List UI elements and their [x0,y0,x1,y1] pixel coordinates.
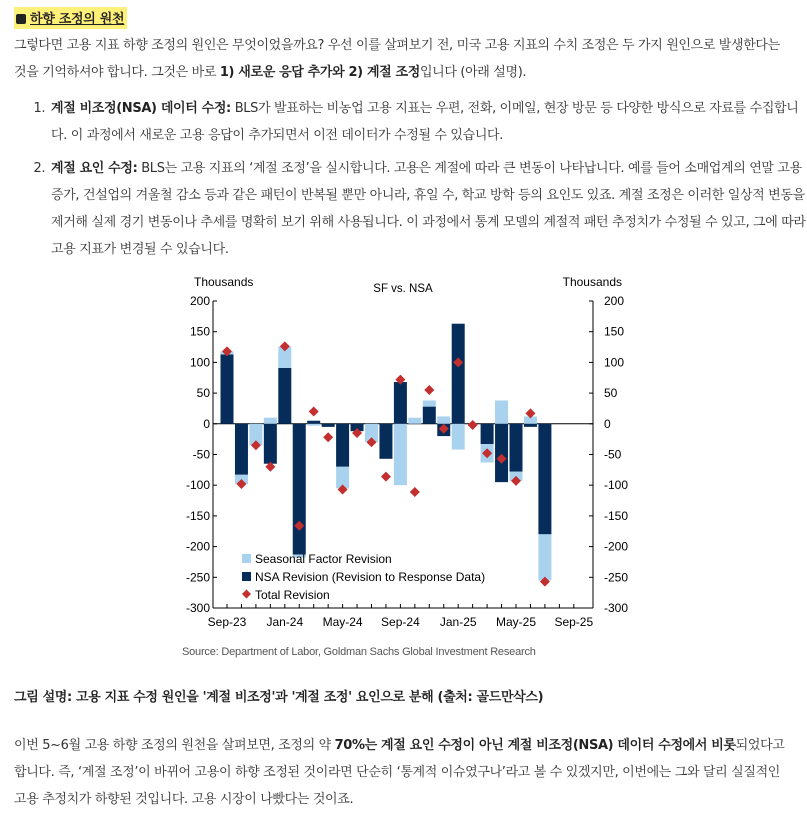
bar-seasonal-factor-revision [264,418,277,424]
y-tick-label-left: 0 [203,416,210,431]
figure-caption: 그림 설명: 고용 지표 수정 원인을 '계절 비조정'과 '계절 조정' 요인으로 분해 (출처: 골드만삭스) [14,690,544,705]
legend-swatch-seasonal [242,554,251,563]
list-item [49,155,807,263]
bar-nsa-revision [481,424,494,444]
bar-nsa-revision [235,424,248,475]
bar-seasonal-factor-revision [495,400,508,423]
x-tick-label: Sep-23 [207,615,247,629]
y-tick-label-left: 50 [196,386,210,401]
y-tick-label-left: -50 [192,447,210,462]
y-tick-label-left: -200 [185,539,210,554]
cause-text: BLS가 발표하는 비농업 고용 지표는 우편, 전화, 이메일, 현장 방문 등 다양한 방식으로 자료를 수집합니다. 이 과정에서 새로운 고용 응답이 추가되면서 이전 데이터가 수정될 수 있습니다. [51,101,799,143]
legend-label-seasonal: Seasonal Factor Revision [255,552,392,566]
intro-paragraph [14,32,794,86]
y-tick-label-right: 100 [604,355,625,370]
bar-seasonal-factor-revision [307,424,320,426]
bar-nsa-revision [538,424,551,535]
y-tick-label-right: -250 [604,570,629,585]
bar-nsa-revision [379,424,392,459]
y-tick-label-left: 100 [189,355,210,370]
x-tick-label: Jan-24 [266,615,304,629]
bar-seasonal-factor-revision [394,424,407,485]
y-tick-label-right: -100 [604,478,629,493]
bar-seasonal-factor-revision [408,418,421,424]
bar-nsa-revision [423,407,436,424]
bar-seasonal-factor-revision [423,400,436,406]
bar-nsa-revision [221,354,234,423]
y-tick-label-right: 50 [604,386,618,401]
x-tick-label: Jan-25 [439,615,477,629]
y-tick-label-right: -300 [604,601,629,615]
x-tick-label: Sep-25 [554,615,594,629]
bar-nsa-revision [510,424,523,472]
y-tick-label-left: -100 [185,478,210,493]
list-item [49,95,807,149]
bar-nsa-revision [524,424,537,427]
bar-nsa-revision [452,324,465,424]
y-tick-label-right: 0 [604,416,611,431]
bar-seasonal-factor-revision [538,534,551,580]
section-heading [14,7,127,29]
revision-chart [182,265,633,640]
chart-title: SF vs. NSA [373,283,433,295]
cause-text: BLS는 고용 지표의 ‘계절 조정’을 실시합니다. 고용은 계절에 따라 큰 변동이 나타납니다. 예를 들어 소매업계의 연말 고용 증가, 건설업의 겨울철 감소 등과 같은 패턴이 반복될 뿐만 아니라, 휴일 수, 학교 방학 등의 요인도 있죠. 계절 조정은 이러한 일상적 변동을 제거해 실제 경기 변동이나 추세를 명확히 보기 위해 사용됩니다. 이 과정에서 통계 모델의 계절적 패턴 추정치가 수정될 수 있고, 그에 따라 고용 지표가 변경될 수 있습니다. [51,161,806,257]
black-square-icon [16,14,26,24]
conclusion-text: 이번 5~6월 고용 하향 조정의 원천을 살펴보면, 조정의 약 [14,738,335,753]
bar-nsa-revision [264,424,277,464]
bar-nsa-revision [278,368,291,424]
bar-nsa-revision [336,424,349,467]
bar-nsa-revision [394,382,407,424]
causes-list [30,95,807,269]
legend-swatch-nsa [242,572,251,581]
conclusion-paragraph [14,732,794,813]
conclusion-text-end: 되었다고 합니다. 즉, ‘계절 조정’이 바뀌어 고용이 하향 조정된 것이라면 단순히 ‘통계적 이슈였구나’라고 볼 수 있겠지만, 이번에는 그와 달리 실질적인 고용 추정치가 하향된 것입니다. 고용 시장이 나빴다는 것이죠. [14,738,785,807]
y-tick-label-right: -150 [604,508,629,523]
y-axis-right-title: Thousands [562,275,622,289]
intro-bold-text: 1) 새로운 응답 추가와 2) 계절 조정 [219,65,420,80]
bar-nsa-revision [495,424,508,482]
conclusion-bold-text: 70%는 계절 요인 수정이 아닌 계절 비조정(NSA) 데이터 수정에서 비롯 [334,738,736,753]
bar-seasonal-factor-revision [437,416,450,423]
cause-term: 계절 요인 수정: [51,161,138,176]
chart-svg [182,265,633,640]
bar-nsa-revision [293,424,306,555]
y-tick-label-left: -300 [185,601,210,615]
intro-text-end: 입니다 (아래 설명). [419,65,527,80]
bar-seasonal-factor-revision [452,424,465,450]
x-tick-label: Sep-24 [381,615,420,629]
y-tick-label-right: -50 [604,447,622,462]
bar-nsa-revision [307,421,320,424]
cause-term: 계절 비조정(NSA) 데이터 수정: [51,101,231,116]
y-tick-label-left: 200 [189,294,210,308]
y-tick-label-right: -200 [604,539,629,554]
figure-source: Source: Department of Labor, Goldman Sachs Global Investment Research [182,646,536,658]
bar-nsa-revision [322,424,335,427]
legend-label-nsa: NSA Revision (Revision to Response Data) [255,570,486,584]
x-tick-label: May-25 [495,615,537,629]
y-tick-label-left: -150 [185,508,210,523]
y-tick-label-left: 150 [189,324,210,339]
y-tick-label-right: 200 [604,294,625,308]
y-tick-label-right: 150 [604,324,625,339]
intro-text: 그렇다면 고용 지표 하향 조정의 원인은 무엇이었을까요? 우선 이를 살펴보기 전, 미국 고용 지표의 수치 조정은 두 가지 원인으로 발생한다는 것을 기억하셔야 합니다. 그것은 바로 [14,38,780,80]
y-axis-left-title: Thousands [194,275,254,289]
x-tick-label: May-24 [322,615,363,629]
section-title: 하향 조정의 원천 [30,12,125,27]
y-tick-label-left: -250 [185,570,210,585]
legend-label-total: Total Revision [255,588,330,602]
